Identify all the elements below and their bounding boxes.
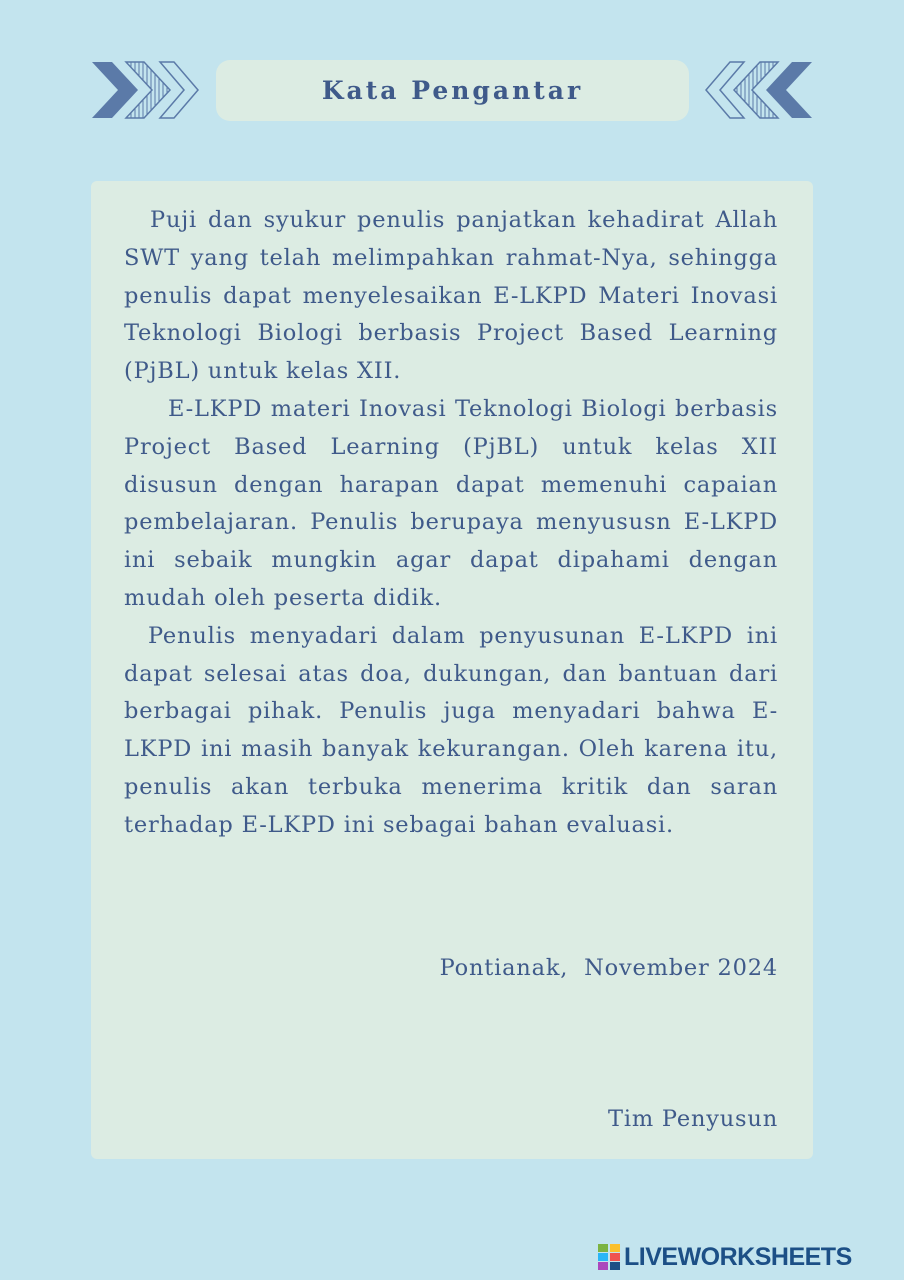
foreword-body <box>124 202 778 845</box>
signature: Tim Penyusun <box>608 1106 778 1132</box>
title-banner <box>216 60 689 121</box>
page-title: Kata Pengantar <box>321 76 584 105</box>
decorative-chevrons-right-icon <box>704 60 814 120</box>
liveworksheets-logo-icon <box>598 1244 620 1270</box>
decorative-chevrons-left-icon <box>90 60 200 120</box>
place-date: Pontianak, November 2024 <box>439 955 778 981</box>
paragraph-2: E-LKPD materi Inovasi Teknologi Biologi berbasis Project Based Learning (PjBL) untuk kelas XII disusun dengan harapan dapat memenuhi capaian pembelajaran. Penulis berupaya menyususn E-LKPD ini sebaik mungkin agar dapat dipahami dengan mudah oleh peserta didik. <box>124 395 778 611</box>
watermark-text: LIVEWORKSHEETS <box>624 1242 852 1271</box>
liveworksheets-watermark <box>598 1240 894 1274</box>
paragraph-3: Penulis menyadari dalam penyusunan E-LKPD ini dapat selesai atas doa, dukungan, dan bantuan dari berbagai pihak. Penulis juga menyadari bahwa E-LKPD ini masih banyak kekurangan. Oleh karena itu, penulis akan terbuka menerima kritik dan saran terhadap E-LKPD ini sebagai bahan evaluasi. <box>124 622 778 838</box>
paragraph-1: Puji dan syukur penulis panjatkan kehadirat Allah SWT yang telah melimpahkan rahmat-Nya, sehingga penulis dapat menyelesaikan E-LKPD Materi Inovasi Teknologi Biologi berbasis Project Based Learning (PjBL) untuk kelas XII. <box>124 207 778 385</box>
